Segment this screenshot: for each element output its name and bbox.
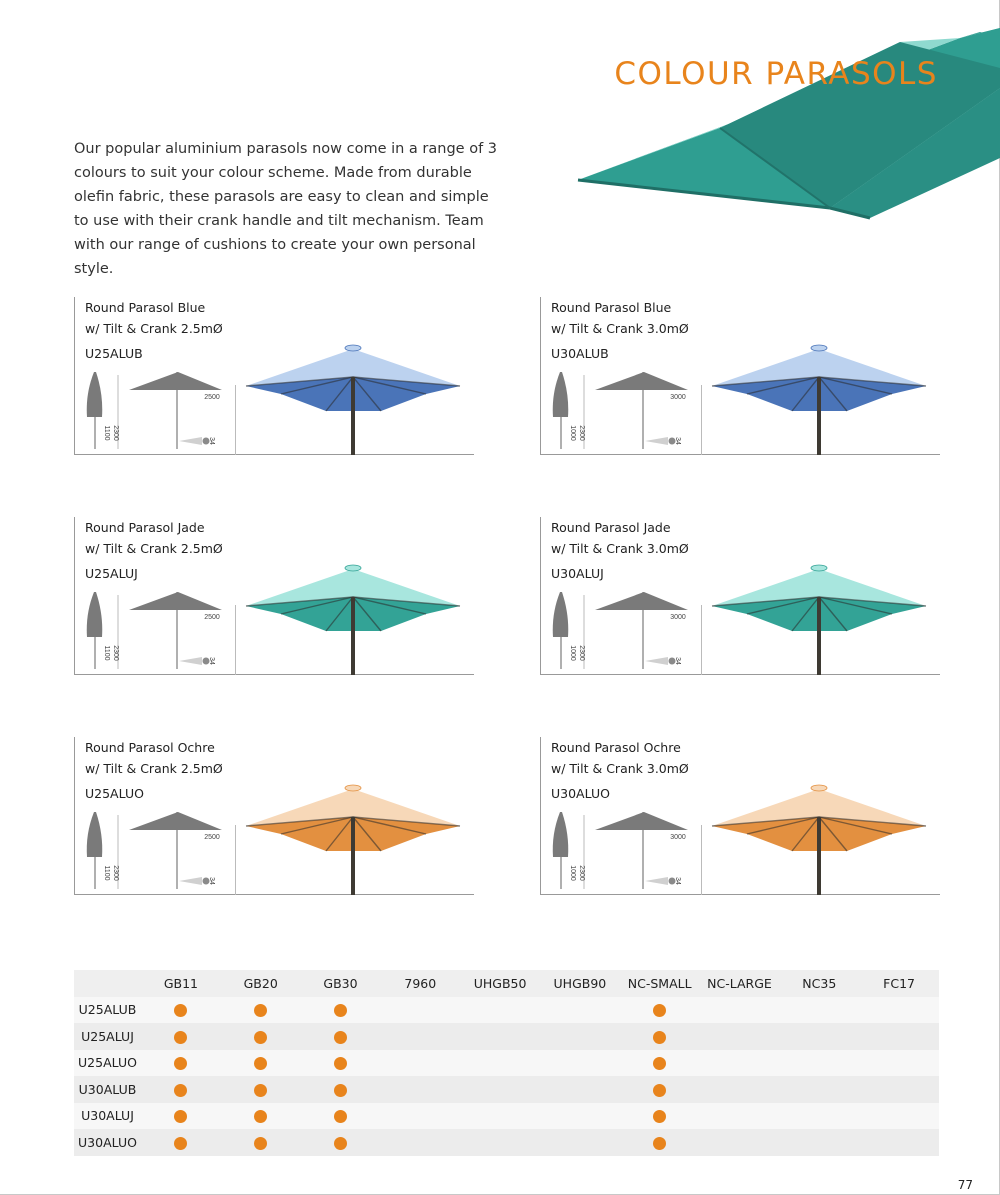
compat-cell: [141, 1002, 221, 1017]
compatible-dot-icon: [174, 1031, 187, 1044]
intro-paragraph: Our popular aluminium parasols now come in a range of 3 colours to suit your colour scheme. Made from durable olefin fabric, these parasols are easy to clean and simple to use with their crank handle and tilt mechanism. Team with our range of cushions to create your own personal style.: [74, 141, 498, 277]
product-spec: w/ Tilt & Crank 2.5mØ: [85, 541, 223, 556]
compat-cell: [620, 1082, 700, 1097]
product-card: [540, 297, 940, 457]
parasol-mast: [351, 377, 355, 455]
product-name: Round Parasol Blue: [551, 300, 672, 315]
column-header: NC-SMALL: [627, 975, 692, 991]
column-header: NC35: [802, 975, 837, 991]
width-dimension: 3000: [670, 614, 686, 621]
canopy-finial: [811, 785, 827, 791]
compat-cell: [141, 1135, 221, 1150]
product-name: Round Parasol Ochre: [85, 740, 215, 755]
product-card: [74, 517, 474, 677]
compatible-dot-icon: [174, 1004, 187, 1017]
parasol-photo: [702, 779, 938, 895]
compat-cell: [221, 1082, 301, 1097]
parasol-photo: [702, 339, 938, 455]
pole-diameter-marker: [179, 437, 202, 445]
product-name: Round Parasol Jade: [85, 520, 205, 535]
column-header: GB11: [163, 975, 198, 991]
compatible-dot-icon: [653, 1137, 666, 1150]
table-row: [74, 1129, 939, 1156]
closed-parasol-silhouette: [87, 812, 102, 857]
closed-parasol-silhouette: [87, 372, 102, 417]
compatibility-table: [74, 970, 939, 1156]
table-header-row: [74, 970, 939, 997]
compatible-dot-icon: [174, 1084, 187, 1097]
table-row: [74, 997, 939, 1024]
closed-parasol-silhouette: [87, 592, 102, 637]
width-dimension: 2500: [204, 394, 220, 401]
canopy-finial: [345, 785, 361, 791]
compat-cell: [301, 1002, 381, 1017]
compat-cell: [141, 1082, 221, 1097]
height-dimension: 2300: [578, 425, 585, 441]
compatible-dot-icon: [254, 1004, 267, 1017]
compatible-dot-icon: [334, 1110, 347, 1123]
closed-height-dimension: 1100: [103, 645, 110, 661]
table-row: [74, 1076, 939, 1103]
compat-cell: [221, 1002, 301, 1017]
closed-height-dimension: 1100: [103, 425, 110, 441]
closed-height-dimension: 1000: [569, 645, 576, 661]
column-header: 7960: [404, 975, 437, 991]
parasol-mast: [817, 817, 821, 895]
height-dimension: 2300: [112, 865, 119, 881]
closed-height-dimension: 1000: [569, 865, 576, 881]
dimension-diagram: [74, 577, 234, 675]
compatible-dot-icon: [653, 1057, 666, 1070]
width-dimension: 3000: [670, 394, 686, 401]
pole-diameter-marker: [179, 877, 202, 885]
open-parasol-silhouette: [595, 372, 688, 390]
product-card: [540, 737, 940, 897]
column-header: NC-LARGE: [707, 975, 772, 991]
pole-dimension: 34: [674, 437, 681, 445]
table-row: [74, 1023, 939, 1050]
compatible-dot-icon: [174, 1137, 187, 1150]
closed-height-dimension: 1000: [569, 425, 576, 441]
open-parasol-silhouette: [129, 372, 222, 390]
column-header: GB30: [323, 975, 358, 991]
compatible-dot-icon: [174, 1057, 187, 1070]
pole-dimension: 34: [674, 657, 681, 665]
product-code: U30ALUB: [551, 346, 609, 361]
table-row: [74, 1050, 939, 1077]
compat-cell: [221, 1029, 301, 1044]
compatible-dot-icon: [254, 1110, 267, 1123]
product-spec: w/ Tilt & Crank 2.5mØ: [85, 761, 223, 776]
compat-cell: [301, 1135, 381, 1150]
product-spec: w/ Tilt & Crank 3.0mØ: [551, 321, 689, 336]
compatible-dot-icon: [653, 1110, 666, 1123]
compat-cell: [620, 1108, 700, 1123]
compat-cell: [620, 1029, 700, 1044]
product-code: U30ALUJ: [551, 566, 604, 581]
product-name: Round Parasol Ochre: [551, 740, 681, 755]
width-dimension: 2500: [204, 614, 220, 621]
height-dimension: 2300: [578, 645, 585, 661]
compatible-dot-icon: [254, 1084, 267, 1097]
compat-cell: [221, 1108, 301, 1123]
compatible-dot-icon: [254, 1057, 267, 1070]
dimension-diagram: [74, 797, 234, 895]
column-header: UHGB90: [553, 975, 607, 991]
compat-cell: [301, 1029, 381, 1044]
parasol-photo: [236, 779, 472, 895]
pole-diameter-marker: [645, 877, 668, 885]
closed-parasol-silhouette: [553, 592, 568, 637]
compat-cell: [301, 1055, 381, 1070]
product-name: Round Parasol Jade: [551, 520, 671, 535]
page-number: 77: [957, 1178, 973, 1192]
width-dimension: 3000: [670, 834, 686, 841]
product-code: U25ALUB: [85, 346, 143, 361]
pole-diameter-marker: [179, 657, 202, 665]
open-parasol-silhouette: [595, 592, 688, 610]
compatible-dot-icon: [334, 1031, 347, 1044]
open-parasol-silhouette: [595, 812, 688, 830]
product-spec: w/ Tilt & Crank 3.0mØ: [551, 761, 689, 776]
canopy-finial: [811, 565, 827, 571]
product-name: Round Parasol Blue: [85, 300, 206, 315]
column-header: FC17: [883, 975, 915, 991]
compatible-dot-icon: [653, 1004, 666, 1017]
product-code: U30ALUO: [551, 786, 610, 801]
open-parasol-silhouette: [129, 812, 222, 830]
parasol-mast: [817, 377, 821, 455]
parasol-photo: [236, 559, 472, 675]
parasol-mast: [817, 597, 821, 675]
pole-dimension: 34: [674, 877, 681, 885]
compat-cell: [620, 1055, 700, 1070]
canopy-finial: [345, 345, 361, 351]
canopy-finial: [811, 345, 827, 351]
compatible-dot-icon: [254, 1031, 267, 1044]
compat-cell: [141, 1055, 221, 1070]
column-header: UHGB50: [473, 975, 527, 991]
width-dimension: 2500: [204, 834, 220, 841]
pole-dimension: 34: [208, 437, 215, 445]
closed-parasol-silhouette: [553, 812, 568, 857]
product-spec: w/ Tilt & Crank 3.0mØ: [551, 541, 689, 556]
compatible-dot-icon: [254, 1137, 267, 1150]
compatible-dot-icon: [334, 1137, 347, 1150]
compat-cell: [221, 1055, 301, 1070]
pole-diameter-marker: [645, 437, 668, 445]
parasol-mast: [351, 597, 355, 675]
page-title: COLOUR PARASOLS: [614, 56, 938, 92]
compat-cell: [301, 1082, 381, 1097]
product-code: U25ALUO: [85, 786, 144, 801]
table-row: [74, 1103, 939, 1130]
dimension-diagram: [540, 577, 700, 675]
compat-cell: [221, 1135, 301, 1150]
compatible-dot-icon: [334, 1004, 347, 1017]
parasol-photo: [236, 339, 472, 455]
compatible-dot-icon: [334, 1057, 347, 1070]
height-dimension: 2300: [112, 425, 119, 441]
product-spec: w/ Tilt & Crank 2.5mØ: [85, 321, 223, 336]
closed-parasol-silhouette: [553, 372, 568, 417]
parasol-photo: [702, 559, 938, 675]
pole-dimension: 34: [208, 877, 215, 885]
compatible-dot-icon: [653, 1084, 666, 1097]
compatible-dot-icon: [334, 1084, 347, 1097]
dimension-diagram: [540, 797, 700, 895]
table-body: [74, 997, 939, 1156]
row-code: U25ALUO: [78, 1055, 137, 1071]
pole-diameter-marker: [645, 657, 668, 665]
row-code: U30ALUB: [78, 1081, 137, 1097]
compat-cell: [141, 1108, 221, 1123]
row-code: U30ALUJ: [81, 1108, 134, 1124]
product-card: [540, 517, 940, 677]
height-dimension: 2300: [578, 865, 585, 881]
parasol-mast: [351, 817, 355, 895]
compat-cell: [301, 1108, 381, 1123]
product-card: [74, 737, 474, 897]
product-code: U25ALUJ: [85, 566, 138, 581]
pole-dimension: 34: [208, 657, 215, 665]
dimension-diagram: [540, 357, 700, 455]
closed-height-dimension: 1100: [103, 865, 110, 881]
column-header: GB20: [243, 975, 278, 991]
compat-cell: [141, 1029, 221, 1044]
row-code: U30ALUO: [78, 1134, 137, 1150]
compat-cell: [620, 1002, 700, 1017]
height-dimension: 2300: [112, 645, 119, 661]
product-card: [74, 297, 474, 457]
row-code: U25ALUB: [78, 1002, 137, 1018]
open-parasol-silhouette: [129, 592, 222, 610]
dimension-diagram: [74, 357, 234, 455]
compat-cell: [620, 1135, 700, 1150]
row-code: U25ALUJ: [81, 1028, 134, 1044]
compatible-dot-icon: [174, 1110, 187, 1123]
compatible-dot-icon: [653, 1031, 666, 1044]
canopy-finial: [345, 565, 361, 571]
